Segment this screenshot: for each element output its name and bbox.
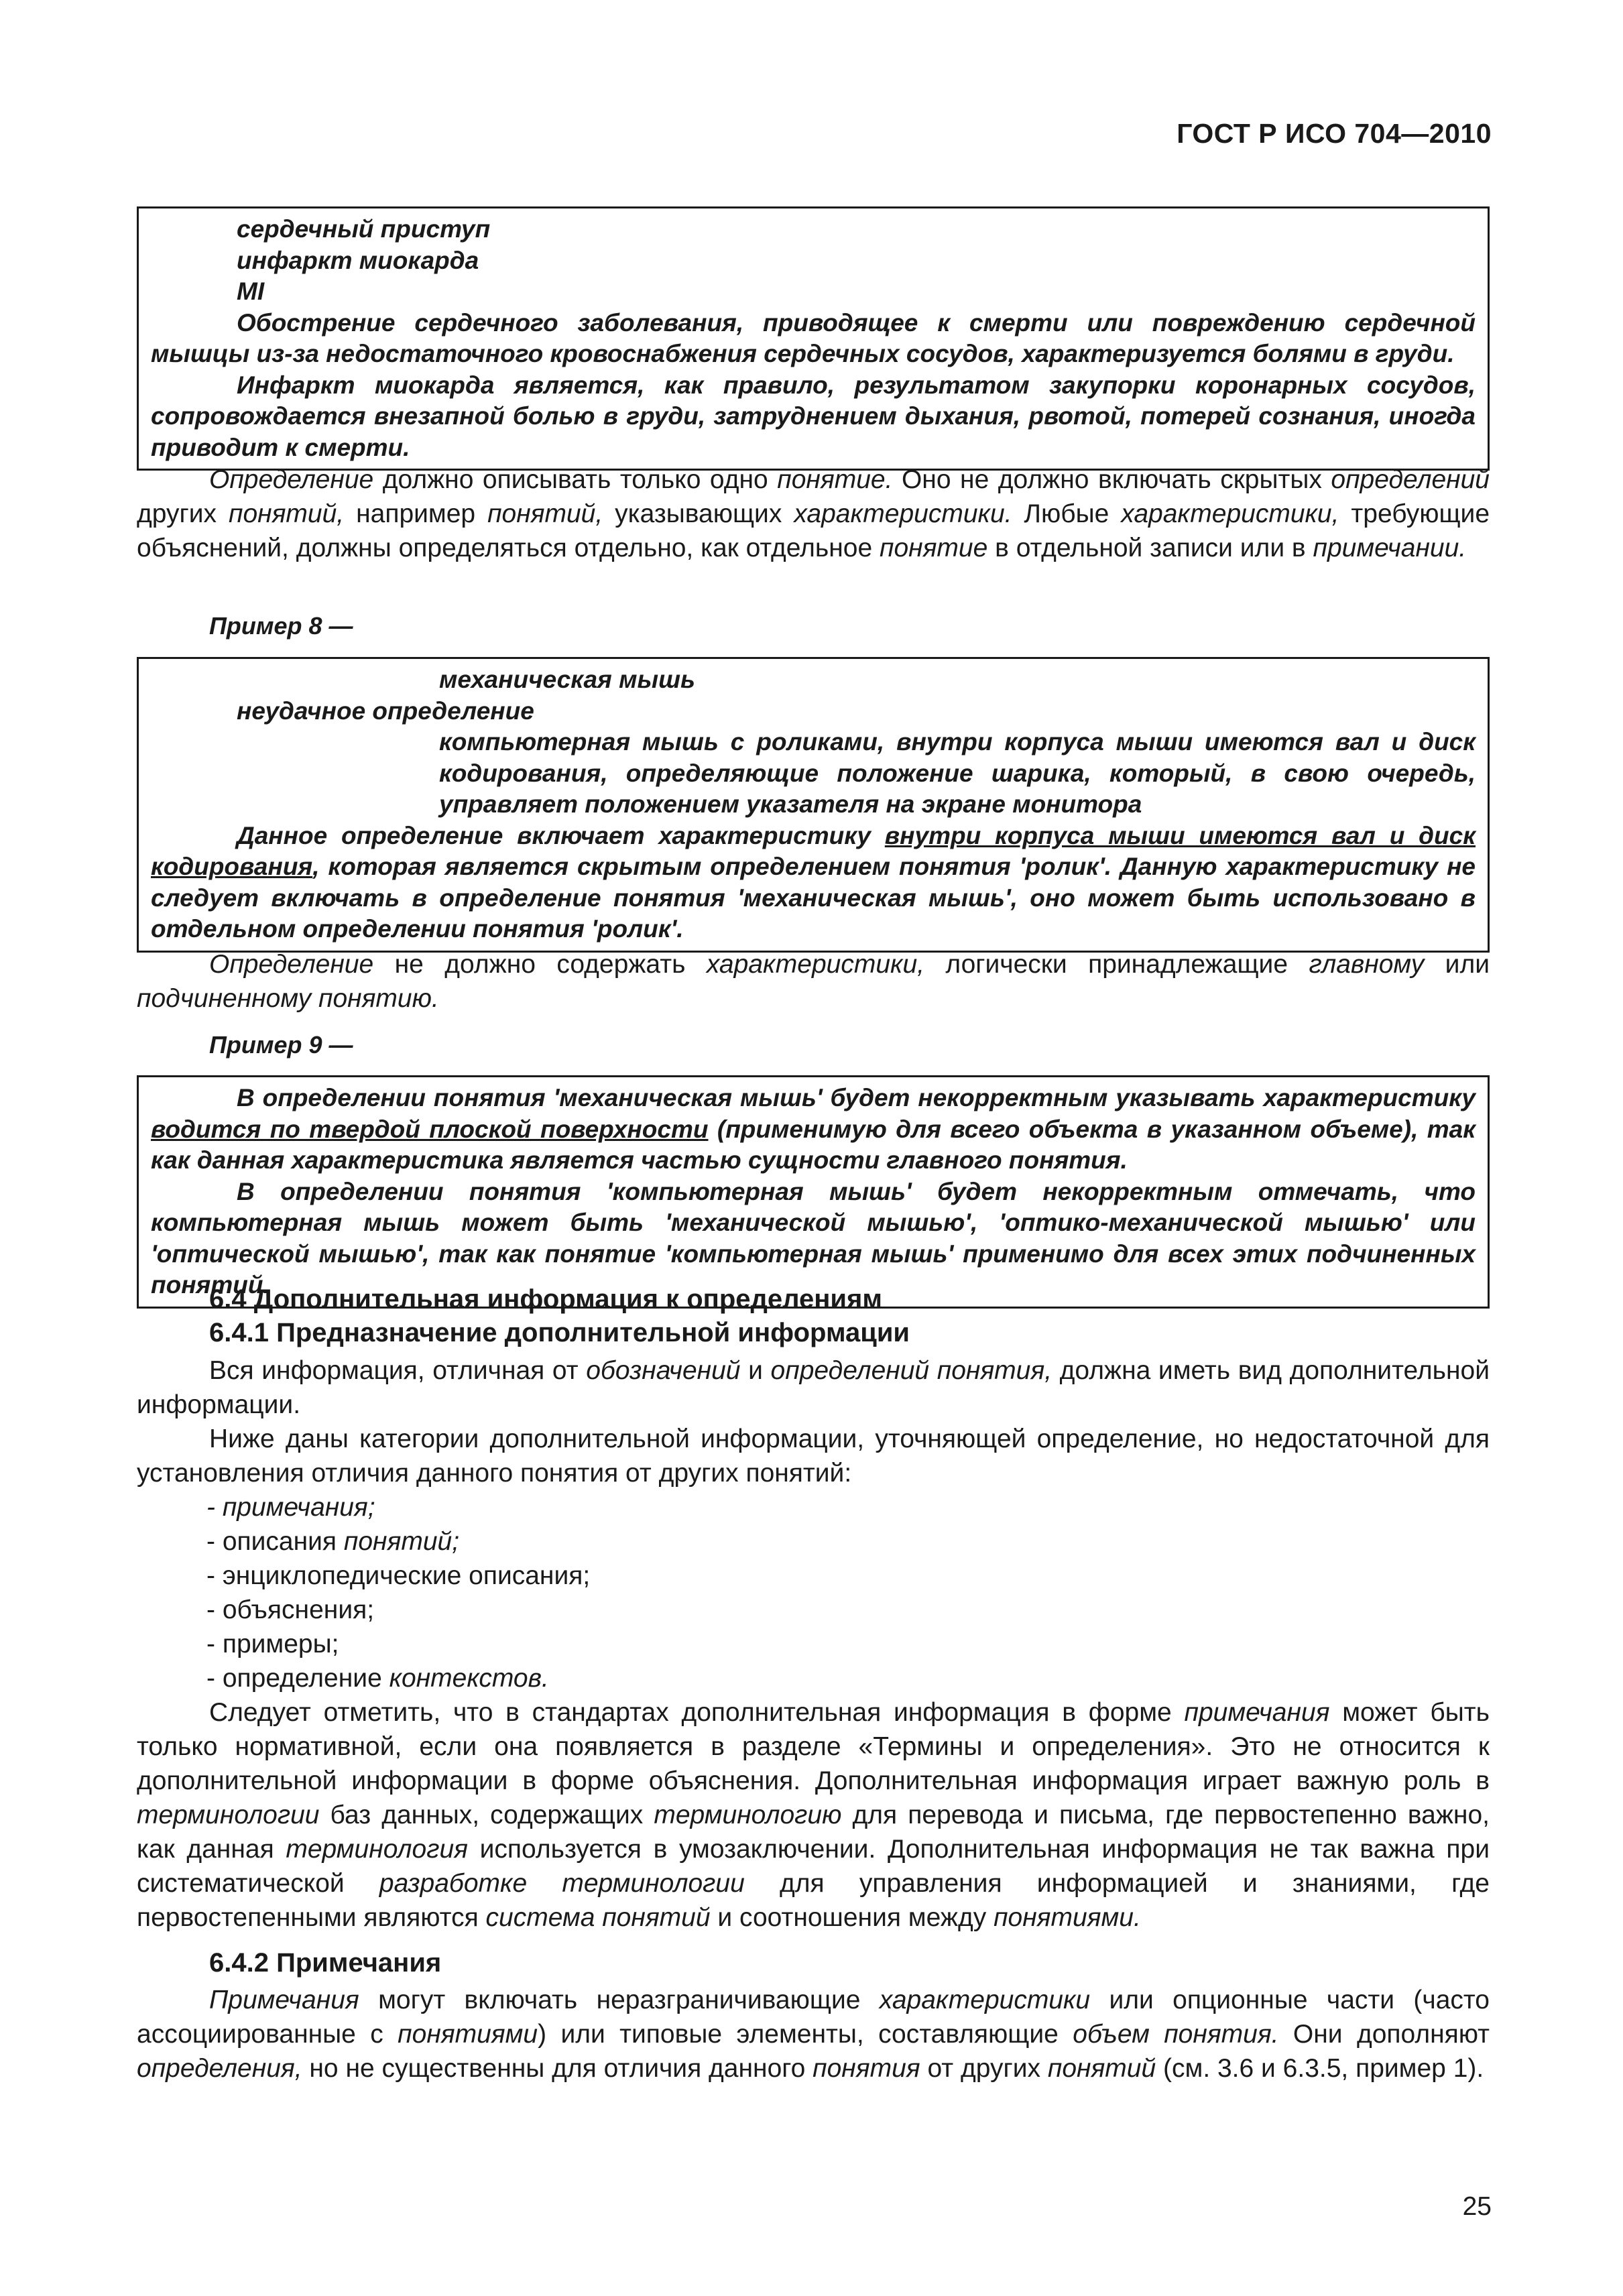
paragraph-no-main-characteristics: Определение не должно содержать характеристики, логически принадлежащие главному или подчиненному понятию. bbox=[137, 950, 1490, 1013]
paragraph-categories: Ниже даны категории дополнительной информации, уточняющей определение, но недостаточной для установления отличия данного понятия от других понятий: bbox=[137, 1425, 1490, 1488]
explanation-text: Данное определение включает характеристику внутри корпуса мыши имеются вал и диск кодирования, которая является скрытым определением понятия 'ролик'. Данную характеристику не следует включать в определение понятия 'механическая мышь', оно может быть использовано в отдельном определении понятия 'ролик'. bbox=[151, 821, 1476, 943]
example-9-text-2: В определении понятия 'компьютерная мышь' будет некорректным отмечать, что компьютерная мышь может быть 'механической мышью', 'оптико-механической мышью' или 'оптической мышью', так как понятие 'компьютерная мышь' применимо для всех этих подчиненных понятий. bbox=[151, 1177, 1476, 1298]
term-myocardial-infarction: инфаркт миокарда bbox=[237, 246, 479, 274]
section-6-4-1-heading: 6.4.1 Предназначение дополнительной информации bbox=[209, 1318, 910, 1347]
term-heart-attack: сердечный приступ bbox=[237, 215, 491, 243]
bad-definition-text: компьютерная мышь с роликами, внутри корпуса мыши имеются вал и диск кодирования, определяющие положение шарика, который, в свою очередь, управляет положением указателя на экране монитора bbox=[439, 728, 1476, 818]
note-text: Инфаркт миокарда является, как правило, результатом закупорки коронарных сосудов, сопровождается внезапной болью в груди, затруднением дыхания, рвотой, потерей сознания, иногда приводит к смерти. bbox=[151, 371, 1476, 461]
paragraph-note-importance: Следует отметить, что в стандартах дополнительная информация в форме примечания может быть только нормативной, если она появляется в разделе «Термины и определения». Это не относится к дополнительной информации в форме объяснения. Дополнительная информация играет важную роль в терминологии баз данных, содержащих терминологию для перевода и письма, где первостепенно важно, как данная терминология используется в умозаключении. Дополнительная информация не так важна при систематической разработке терминологии для управления информацией и знаниями, где первостепенными являются система понятий и соотношения между понятиями. bbox=[137, 1698, 1490, 1932]
example-box-heart-attack bbox=[137, 206, 1490, 471]
list-item: - определение контекстов. bbox=[206, 1664, 549, 1693]
section-6-4-2-heading: 6.4.2 Примечания bbox=[209, 1948, 442, 1978]
list-item: - примеры; bbox=[206, 1630, 339, 1658]
document-header: ГОСТ Р ИСО 704—2010 bbox=[1177, 118, 1492, 149]
example-9-label: Пример 9 — bbox=[209, 1031, 353, 1059]
page-number: 25 bbox=[1462, 2192, 1492, 2221]
paragraph-definition-rules: Определение должно описывать только одно понятие. Оно не должно включать скрытых определений других понятий, например понятий, указывающих характеристики. Любые характеристики, требующие объяснений, должны определяться отдельно, как отдельное понятие в отдельной записи или в примечании. bbox=[137, 465, 1490, 562]
section-6-4-heading: 6.4 Дополнительная информация к определениям bbox=[209, 1284, 882, 1314]
example-9-text-1: В определении понятия 'механическая мышь' будет некорректным указывать характеристику водится по твердой плоской поверхности (применимую для всего объекта в указанном объеме), так как данная характеристика является частью сущности главного понятия. bbox=[151, 1084, 1476, 1174]
section-6-4-2-body: Примечания могут включать неразграничивающие характеристики или опционные части (часто ассоциированные с понятиями) или типовые элементы, составляющие объем понятия. Они дополняют определения, но не существенны для отличия данного понятия от других понятий (см. 3.6 и 6.3.5, пример 1). bbox=[137, 1986, 1490, 2083]
list-item: - энциклопедические описания; bbox=[206, 1561, 591, 1590]
term-mi: MI bbox=[237, 278, 265, 305]
list-item: - примечания; bbox=[206, 1493, 375, 1522]
example-box-mouse-scope bbox=[137, 1075, 1490, 1309]
term-mechanical-mouse: механическая мышь bbox=[439, 666, 695, 693]
paragraph-additional-info: Вся информация, отличная от обозначений и определений понятия, должна иметь вид дополнительной информации. bbox=[137, 1356, 1490, 1419]
section-6-4-1-body bbox=[137, 1353, 1490, 1935]
example-8-label: Пример 8 — bbox=[209, 612, 353, 640]
list-item: - объяснения; bbox=[206, 1595, 375, 1624]
list-item: - описания понятий; bbox=[206, 1527, 460, 1556]
definition-text: Обострение сердечного заболевания, приводящее к смерти или повреждению сердечной мышцы из-за недостаточного кровоснабжения сердечных сосудов, характеризуется болями в груди. bbox=[151, 308, 1476, 367]
example-box-mechanical-mouse bbox=[137, 657, 1490, 953]
bad-definition-label: неудачное определение bbox=[237, 697, 534, 725]
